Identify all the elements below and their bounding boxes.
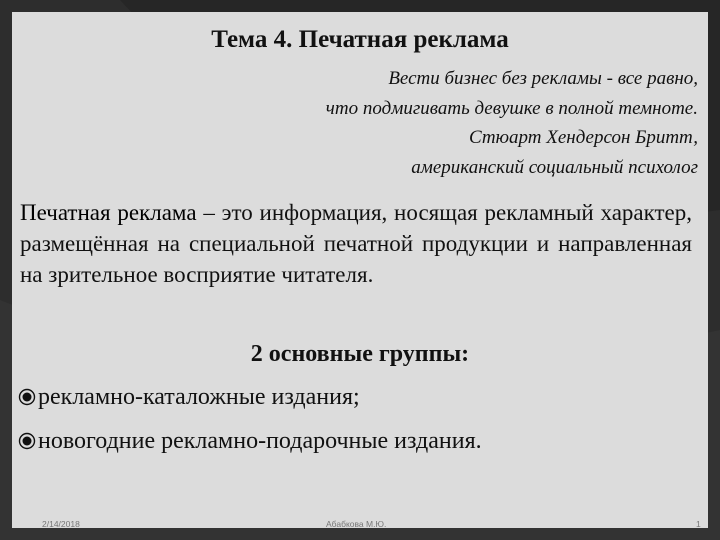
footer-date: 2/14/2018 (42, 519, 80, 529)
circle-bullet-icon (18, 432, 36, 450)
list-item-label: рекламно-каталожные издания; (38, 384, 360, 410)
epigraph-line: Вести бизнес без рекламы - все равно, (388, 68, 698, 89)
groups-heading: 2 основные группы: (250, 341, 470, 367)
list-item (18, 426, 482, 470)
epigraph (326, 64, 698, 182)
definition-paragraph (20, 197, 692, 290)
epigraph-author: Стюарт Хендерсон Бритт, (468, 127, 698, 148)
list-item-label: новогодние рекламно-подарочные издания. (38, 428, 482, 454)
footer-author: Абабкова М.Ю. (326, 519, 387, 529)
definition-text: – это информация, носящая рекламный характер, размещённая на специальной печатной продукции и направленная на зрительное восприятие читателя. (20, 200, 693, 287)
footer-page-number: 1 (696, 519, 701, 529)
epigraph-line: что подмигивать девушке в полной темноте. (325, 97, 698, 119)
groups-list (18, 382, 482, 470)
definition-term: Печатная реклама (20, 200, 197, 225)
epigraph-author-role: американский социальный психолог (411, 156, 698, 178)
slide-title: Тема 4. Печатная реклама (211, 26, 509, 53)
circle-bullet-icon (18, 388, 36, 406)
list-item (18, 382, 482, 426)
